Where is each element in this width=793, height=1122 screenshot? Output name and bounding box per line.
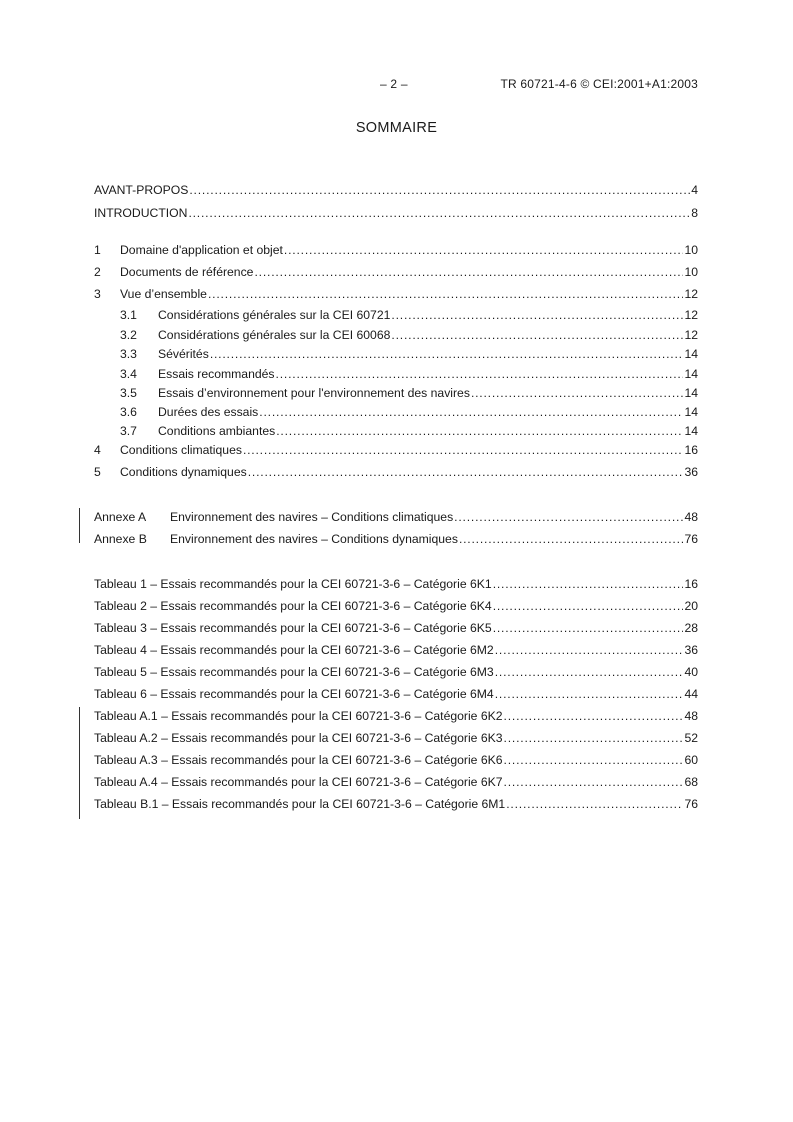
toc-entry-number: 5 xyxy=(94,465,101,479)
toc-entry-label: Tableau A.4 – Essais recommandés pour la CEI 60721-3-6 – Catégorie 6K7 xyxy=(94,775,503,789)
toc-entry-page: 52 xyxy=(684,731,698,745)
toc-entry-label: Environnement des navires – Conditions climatiques xyxy=(170,510,454,524)
toc-entry-page: 14 xyxy=(684,405,698,419)
toc-entry-label: Sévérités xyxy=(158,347,209,361)
toc-entry-label: Durées des essais xyxy=(158,405,259,419)
toc-entry-section-2[interactable] xyxy=(94,263,698,281)
toc-entry-page: 12 xyxy=(684,287,698,301)
toc-entry-label: Tableau 1 – Essais recommandés pour la CEI 60721-3-6 – Catégorie 6K1 xyxy=(94,577,492,591)
toc-entry-page: 48 xyxy=(684,709,698,723)
toc-entry-page: 68 xyxy=(684,775,698,789)
toc-entry-number: 3.3 xyxy=(120,347,137,361)
toc-entry-number: 3.7 xyxy=(120,424,137,438)
toc-entry-label: Considérations générales sur la CEI 60721 xyxy=(158,308,391,322)
toc-entry-page: 20 xyxy=(684,599,698,613)
toc-entry-label: Documents de référence xyxy=(120,265,254,279)
toc-entry-page: 14 xyxy=(684,424,698,438)
toc-entry-label: Domaine d'application et objet xyxy=(120,243,283,257)
toc-entry-label: Tableau 2 – Essais recommandés pour la CEI 60721-3-6 – Catégorie 6K4 xyxy=(94,599,492,613)
toc-entry-label: Tableau A.2 – Essais recommandés pour la CEI 60721-3-6 – Catégorie 6K3 xyxy=(94,731,503,745)
toc-entry-table-3[interactable] xyxy=(94,619,698,637)
toc-entry-introduction[interactable] xyxy=(94,204,698,222)
toc-entry-table-a3[interactable] xyxy=(94,751,698,769)
toc-entry-page: 4 xyxy=(691,183,698,197)
revision-change-bar xyxy=(79,707,80,819)
toc-entry-page: 14 xyxy=(684,347,698,361)
toc-entry-page: 10 xyxy=(684,243,698,257)
toc-entry-section-3[interactable] xyxy=(94,285,698,303)
toc-entry-number: 2 xyxy=(94,265,101,279)
toc-entry-label: Considérations générales sur la CEI 60068 xyxy=(158,328,391,342)
toc-entry-subsection-3-2[interactable] xyxy=(120,326,698,344)
page-title: SOMMAIRE xyxy=(355,120,438,136)
toc-entry-page: 14 xyxy=(684,386,698,400)
toc-entry-label: INTRODUCTION xyxy=(94,206,188,220)
toc-entry-label: Vue d’ensemble xyxy=(120,287,207,301)
toc-entry-table-6[interactable] xyxy=(94,685,698,703)
toc-entry-label: Tableau B.1 – Essais recommandés pour la CEI 60721-3-6 – Catégorie 6M1 xyxy=(94,797,506,811)
toc-entry-section-1[interactable] xyxy=(94,241,698,259)
toc-entry-number: 4 xyxy=(94,443,101,457)
toc-entry-page: 12 xyxy=(684,308,698,322)
toc-entry-page: 36 xyxy=(684,465,698,479)
toc-entry-table-b1[interactable] xyxy=(94,795,698,813)
toc-entry-number: 3.1 xyxy=(120,308,137,322)
toc-entry-page: 12 xyxy=(684,328,698,342)
toc-entry-subsection-3-6[interactable] xyxy=(120,403,698,421)
toc-entry-page: 60 xyxy=(684,753,698,767)
toc-entry-subsection-3-7[interactable] xyxy=(120,422,698,440)
toc-entry-page: 28 xyxy=(684,621,698,635)
toc-entry-table-a1[interactable] xyxy=(94,707,698,725)
toc-entry-page: 44 xyxy=(684,687,698,701)
toc-entry-table-a2[interactable] xyxy=(94,729,698,747)
toc-entry-subsection-3-4[interactable] xyxy=(120,365,698,383)
toc-entry-number: 1 xyxy=(94,243,101,257)
toc-entry-subsection-3-5[interactable] xyxy=(120,384,698,402)
toc-entry-page: 36 xyxy=(684,643,698,657)
toc-entry-section-4[interactable] xyxy=(94,441,698,459)
toc-entry-subsection-3-1[interactable] xyxy=(120,306,698,324)
toc-entry-subsection-3-3[interactable] xyxy=(120,345,698,363)
toc-entry-label: Tableau A.1 – Essais recommandés pour la CEI 60721-3-6 – Catégorie 6K2 xyxy=(94,709,503,723)
toc-entry-label: Essais recommandés xyxy=(158,367,275,381)
toc-entry-table-2[interactable] xyxy=(94,597,698,615)
toc-entry-section-5[interactable] xyxy=(94,463,698,481)
toc-entry-page: 48 xyxy=(684,510,698,524)
page-number: – 2 – xyxy=(380,77,408,91)
toc-entry-annex-a[interactable] xyxy=(94,508,698,526)
toc-entry-page: 16 xyxy=(684,443,698,457)
toc-entry-label: Tableau 6 – Essais recommandés pour la CEI 60721-3-6 – Catégorie 6M4 xyxy=(94,687,494,701)
toc-entry-page: 76 xyxy=(684,532,698,546)
toc-entry-label: AVANT-PROPOS xyxy=(94,183,189,197)
toc-entry-table-4[interactable] xyxy=(94,641,698,659)
toc-entry-label: Conditions climatiques xyxy=(120,443,242,457)
toc-entry-table-1[interactable] xyxy=(94,575,698,593)
toc-entry-label: Conditions ambiantes xyxy=(158,424,276,438)
toc-entry-page: 40 xyxy=(684,665,698,679)
toc-entry-label: Tableau 5 – Essais recommandés pour la CEI 60721-3-6 – Catégorie 6M3 xyxy=(94,665,494,679)
toc-entry-number: 3.5 xyxy=(120,386,137,400)
toc-entry-number: 3.4 xyxy=(120,367,137,381)
toc-entry-label: Environnement des navires – Conditions dynamiques xyxy=(170,532,458,546)
toc-entry-page: 14 xyxy=(684,367,698,381)
toc-entry-number: 3.2 xyxy=(120,328,137,342)
toc-entry-label: Tableau 4 – Essais recommandés pour la CEI 60721-3-6 – Catégorie 6M2 xyxy=(94,643,494,657)
toc-entry-label: Essais d’environnement pour l'environnement des navires xyxy=(158,386,470,400)
toc-entry-table-5[interactable] xyxy=(94,663,698,681)
toc-entry-page: 8 xyxy=(691,206,698,220)
toc-entry-annex-b[interactable] xyxy=(94,530,698,548)
toc-entry-label: Tableau 3 – Essais recommandés pour la CEI 60721-3-6 – Catégorie 6K5 xyxy=(94,621,492,635)
document-reference: TR 60721-4-6 © CEI:2001+A1:2003 xyxy=(500,77,698,91)
toc-entry-number: 3 xyxy=(94,287,101,301)
revision-change-bar xyxy=(79,508,80,543)
toc-entry-avant-propos[interactable] xyxy=(94,181,698,199)
toc-entry-number: Annexe B xyxy=(94,532,147,546)
toc-entry-number: Annexe A xyxy=(94,510,147,524)
toc-entry-page: 76 xyxy=(684,797,698,811)
toc-entry-page: 10 xyxy=(684,265,698,279)
toc-entry-page: 16 xyxy=(684,577,698,591)
toc-entry-label: Conditions dynamiques xyxy=(120,465,247,479)
toc-entry-number: 3.6 xyxy=(120,405,137,419)
toc-entry-table-a4[interactable] xyxy=(94,773,698,791)
toc-entry-label: Tableau A.3 – Essais recommandés pour la CEI 60721-3-6 – Catégorie 6K6 xyxy=(94,753,503,767)
